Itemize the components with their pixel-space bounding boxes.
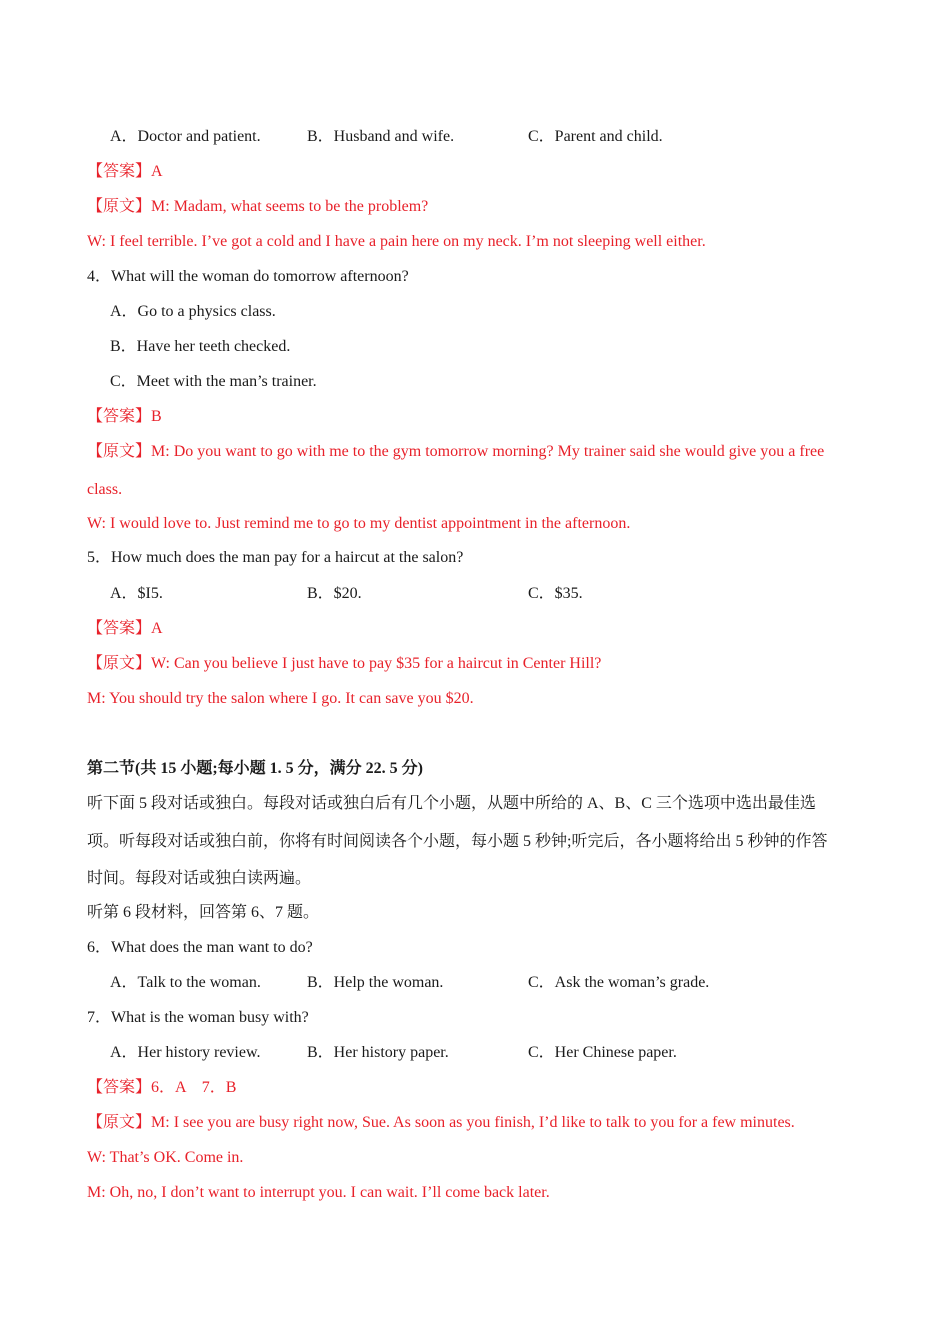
q4-question: 4．What will the woman do tomorrow afternoon? xyxy=(87,268,409,285)
q6-option-a: A．Talk to the woman. xyxy=(110,974,261,991)
q5-transcript-line: M: You should try the salon where I go. It can save you $20. xyxy=(87,690,474,707)
material-intro: 听第 6 段材料，回答第 6、7 题。 xyxy=(87,904,320,921)
section-instructions: 听下面 5 段对话或独白。每段对话或独白后有几个小题，从题中所给的 A、B、C 三个选项中选出最佳选 xyxy=(87,795,816,812)
q6-option-b: B．Help the woman. xyxy=(307,974,444,991)
q3-option-a: A．Doctor and patient. xyxy=(110,128,261,145)
q4-option-a: A．Go to a physics class. xyxy=(110,303,276,320)
q3-answer: 【答案】A xyxy=(87,163,163,180)
q4-transcript-line: W: I would love to. Just remind me to go to my dentist appointment in the afternoon. xyxy=(87,515,631,532)
section-instructions: 时间。每段对话或独白读两遍。 xyxy=(87,870,312,887)
q3-option-c: C．Parent and child. xyxy=(528,128,663,145)
q4-answer: 【答案】B xyxy=(87,408,162,425)
q5-option-b: B．$20. xyxy=(307,585,362,602)
q3-transcript-line: 【原文】M: Madam, what seems to be the problem? xyxy=(87,198,429,215)
q7-option-b: B．Her history paper. xyxy=(307,1044,449,1061)
q67-transcript-line: W: That’s OK. Come in. xyxy=(87,1149,244,1166)
q67-transcript-line: 【原文】M: I see you are busy right now, Sue. As soon as you finish, I’d like to talk to you for a few minutes. xyxy=(87,1114,795,1131)
q3-option-b: B．Husband and wife. xyxy=(307,128,455,145)
q5-transcript-line: 【原文】W: Can you believe I just have to pay $35 for a haircut in Center Hill? xyxy=(87,655,602,672)
q67-answer: 【答案】6．A 7．B xyxy=(87,1079,237,1096)
q5-question: 5．How much does the man pay for a haircut at the salon? xyxy=(87,549,464,566)
q67-transcript-line: M: Oh, no, I don’t want to interrupt you. I can wait. I’ll come back later. xyxy=(87,1184,550,1201)
q7-option-a: A．Her history review. xyxy=(110,1044,261,1061)
q5-option-c: C．$35. xyxy=(528,585,583,602)
q6-option-c: C．Ask the woman’s grade. xyxy=(528,974,710,991)
q7-option-c: C．Her Chinese paper. xyxy=(528,1044,677,1061)
q4-transcript-line: class. xyxy=(87,481,123,498)
section-heading: 第二节(共 15 小题;每小题 1. 5 分，满分 22. 5 分) xyxy=(87,760,423,777)
q6-question: 6．What does the man want to do? xyxy=(87,939,313,956)
q7-question: 7．What is the woman busy with? xyxy=(87,1009,309,1026)
q5-answer: 【答案】A xyxy=(87,620,163,637)
section-instructions: 项。听每段对话或独白前，你将有时间阅读各个小题，每小题 5 秒钟;听完后，各小题将给出 5 秒钟的作答 xyxy=(87,833,828,850)
q4-transcript-line: 【原文】M: Do you want to go with me to the gym tomorrow morning? My trainer said she would give you a free xyxy=(87,443,825,460)
q4-option-c: C．Meet with the man’s trainer. xyxy=(110,373,317,390)
q4-option-b: B．Have her teeth checked. xyxy=(110,338,291,355)
q3-transcript-line: W: I feel terrible. I’ve got a cold and I have a pain here on my neck. I’m not sleeping well either. xyxy=(87,233,706,250)
q5-option-a: A．$I5. xyxy=(110,585,163,602)
